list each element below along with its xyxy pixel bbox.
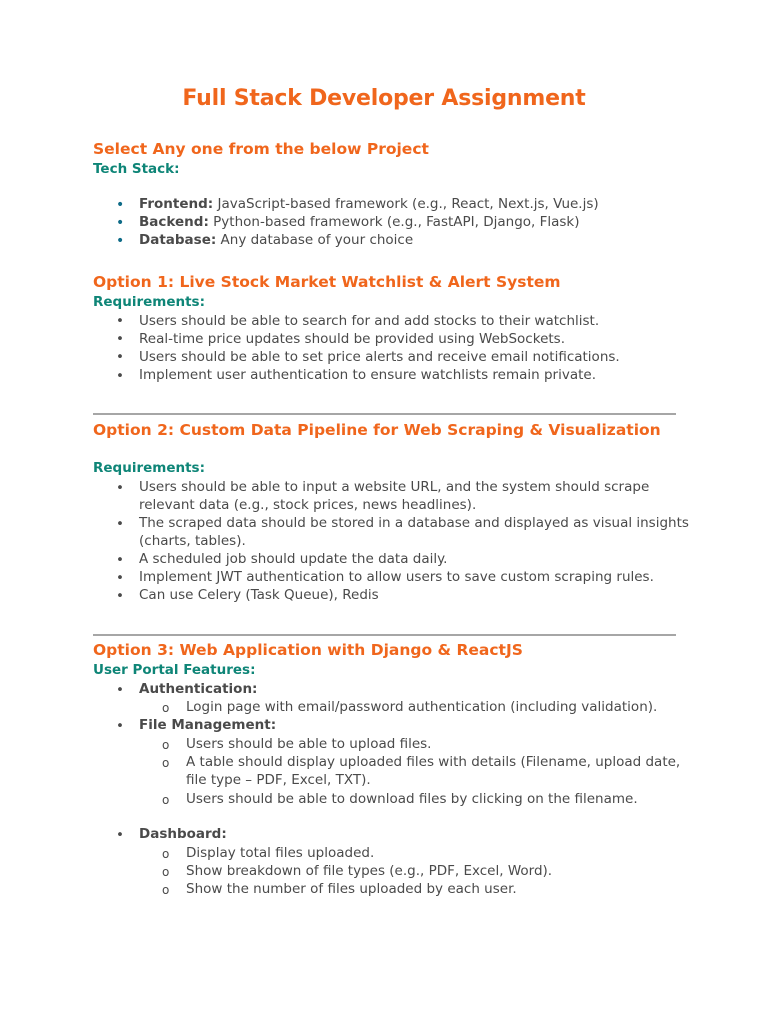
tech-stack-label: Tech Stack: xyxy=(93,161,180,177)
page-title: Full Stack Developer Assignment xyxy=(182,86,586,111)
select-project-heading: Select Any one from the below Project xyxy=(93,140,429,158)
tech-stack-item-database: Database: Any database of your choice xyxy=(139,232,414,248)
option2-item-line: Can use Celery (Task Queue), Redis xyxy=(139,587,379,603)
bullet: • xyxy=(116,718,124,734)
tech-stack-item-frontend: Frontend: JavaScript-based framework (e.g., React, Next.js, Vue.js) xyxy=(139,196,599,212)
sub-bullet: o xyxy=(162,793,170,807)
tech-stack-item-backend: Backend: Python-based framework (e.g., FastAPI, Django, Flask) xyxy=(139,214,580,230)
bullet: • xyxy=(116,197,125,213)
sub-bullet: o xyxy=(162,865,170,879)
option1-heading: Option 1: Live Stock Market Watchlist & Alert System xyxy=(93,273,561,291)
file-management-item: Users should be able to download files by clicking on the filename. xyxy=(186,791,638,807)
bullet: • xyxy=(116,480,124,496)
bullet: • xyxy=(116,570,124,586)
bullet: • xyxy=(116,233,125,249)
bullet: • xyxy=(116,368,124,384)
bullet: • xyxy=(116,331,124,347)
option1-item: Users should be able to search for and add stocks to their watchlist. xyxy=(139,313,600,329)
bullet: • xyxy=(116,215,125,231)
file-management-item: Users should be able to upload files. xyxy=(186,736,432,752)
section-divider xyxy=(93,634,676,636)
option1-item: Real-time price updates should be provided using WebSockets. xyxy=(139,331,565,347)
option2-item-line: relevant data (e.g., stock prices, news headlines). xyxy=(139,497,477,513)
authentication-label: Authentication: xyxy=(139,681,258,697)
option1-item: Users should be able to set price alerts and receive email notifications. xyxy=(139,349,620,365)
sub-bullet: o xyxy=(162,701,170,715)
bullet: • xyxy=(116,552,124,568)
option2-heading: Option 2: Custom Data Pipeline for Web Scraping & Visualization xyxy=(93,421,661,439)
option2-item-line: The scraped data should be stored in a database and displayed as visual insights xyxy=(139,515,689,531)
sub-bullet: o xyxy=(162,847,170,861)
option2-requirements-label: Requirements: xyxy=(93,460,205,476)
file-management-item: A table should display uploaded files with details (Filename, upload date, xyxy=(186,754,681,770)
dashboard-item: Show the number of files uploaded by each user. xyxy=(186,881,517,897)
option2-item-line: (charts, tables). xyxy=(139,533,246,549)
option1-item: Implement user authentication to ensure watchlists remain private. xyxy=(139,367,597,383)
dashboard-item: Show breakdown of file types (e.g., PDF, Excel, Word). xyxy=(186,863,553,879)
sub-bullet: o xyxy=(162,738,170,752)
bullet: • xyxy=(116,682,124,698)
bullet: • xyxy=(116,349,124,365)
user-portal-features-label: User Portal Features: xyxy=(93,662,256,678)
sub-bullet: o xyxy=(162,883,170,897)
option1-requirements-label: Requirements: xyxy=(93,294,205,310)
dashboard-item: Display total files uploaded. xyxy=(186,845,375,861)
bullet: • xyxy=(116,588,124,604)
sub-bullet: o xyxy=(162,756,170,770)
section-divider xyxy=(93,413,676,415)
option2-item-line: Users should be able to input a website URL, and the system should scrape xyxy=(139,479,650,495)
option3-heading: Option 3: Web Application with Django & ReactJS xyxy=(93,641,523,659)
bullet: • xyxy=(116,313,124,329)
dashboard-label: Dashboard: xyxy=(139,826,227,842)
file-management-item: file type – PDF, Excel, TXT). xyxy=(186,772,371,788)
option2-item-line: Implement JWT authentication to allow users to save custom scraping rules. xyxy=(139,569,654,585)
option2-item-line: A scheduled job should update the data daily. xyxy=(139,551,448,567)
bullet: • xyxy=(116,516,124,532)
bullet: • xyxy=(116,827,124,843)
authentication-item: Login page with email/password authentication (including validation). xyxy=(186,699,658,715)
file-management-label: File Management: xyxy=(139,717,277,733)
